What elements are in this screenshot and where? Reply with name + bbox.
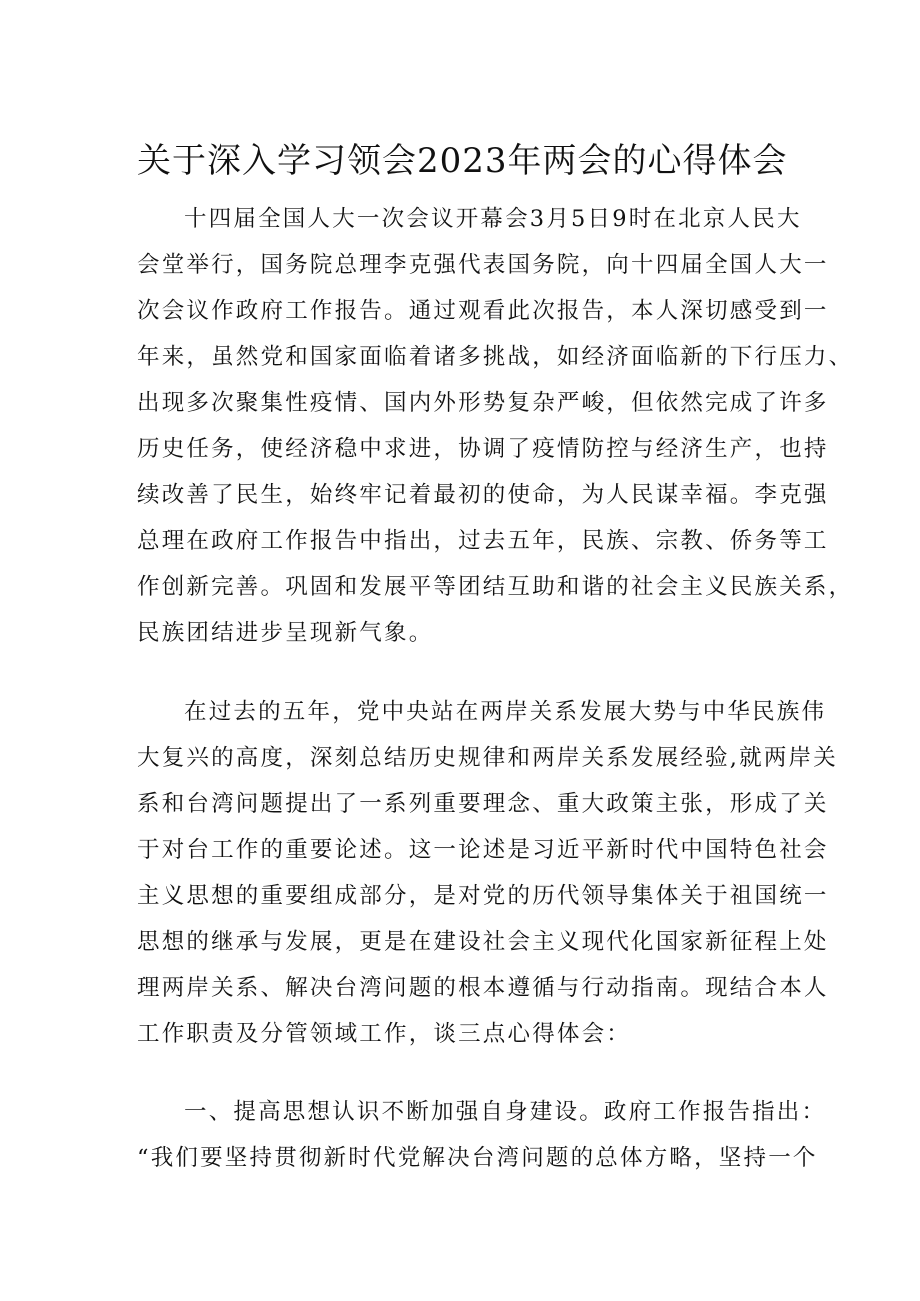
paragraph-line: 续改善了民生，始终牢记着最初的使命，为人民谋幸福。李克强 xyxy=(137,482,829,508)
paragraph-1 xyxy=(137,196,854,656)
paragraph-line: 理两岸关系、解决台湾问题的根本遵循与行动指南。现结合本人 xyxy=(137,975,829,1001)
paragraph-line: 一、提高思想认识不断加强自身建设。政府工作报告指出： xyxy=(184,1099,827,1125)
paragraph-line: 大复兴的高度，深刻总结历史规律和两岸关系发展经验,就两岸关 xyxy=(137,745,838,771)
paragraph-line: 民族团结进步呈现新气象。 xyxy=(137,620,434,646)
paragraph-line: 次会议作政府工作报告。通过观看此次报告，本人深切感受到一 xyxy=(137,298,829,324)
paragraph-line: 思想的继承与发展，更是在建设社会主义现代化国家新征程上处 xyxy=(137,929,829,955)
paragraph-line: 总理在政府工作报告中指出，过去五年，民族、宗教、侨务等工 xyxy=(137,528,829,554)
paragraph-line: 会堂举行，国务院总理李克强代表国务院，向十四届全国人大一 xyxy=(137,252,829,278)
paragraph-line: 系和台湾问题提出了一系列重要理念、重大政策主张，形成了关 xyxy=(137,791,829,817)
paragraph-line: 在过去的五年，党中央站在两岸关系发展大势与中华民族伟 xyxy=(184,699,827,725)
paragraph-line: 工作职责及分管领域工作，谈三点心得体会： xyxy=(137,1021,632,1047)
paragraph-line: 年来，虽然党和国家面临着诸多挑战，如经济面临新的下行压力、 xyxy=(137,344,854,370)
paragraph-line: 于对台工作的重要论述。这一论述是习近平新时代中国特色社会 xyxy=(137,837,829,863)
paragraph-line: “我们要坚持贯彻新时代党解决台湾问题的总体方略，坚持一个 xyxy=(137,1145,818,1171)
document-title: 关于深入学习领会2023年两会的心得体会 xyxy=(137,141,788,181)
paragraph-2 xyxy=(137,689,838,1057)
paragraph-3 xyxy=(137,1089,827,1181)
paragraph-line: 出现多次聚集性疫情、国内外形势复杂严峻，但依然完成了许多 xyxy=(137,390,829,416)
paragraph-line: 十四届全国人大一次会议开幕会3月5日9时在北京人民大 xyxy=(184,206,802,232)
paragraph-line: 主义思想的重要组成部分，是对党的历代领导集体关于祖国统一 xyxy=(137,883,829,909)
paragraph-line: 历史任务，使经济稳中求进，协调了疫情防控与经济生产，也持 xyxy=(137,436,829,462)
paragraph-line: 作创新完善。巩固和发展平等团结互助和谐的社会主义民族关系， xyxy=(137,574,854,600)
